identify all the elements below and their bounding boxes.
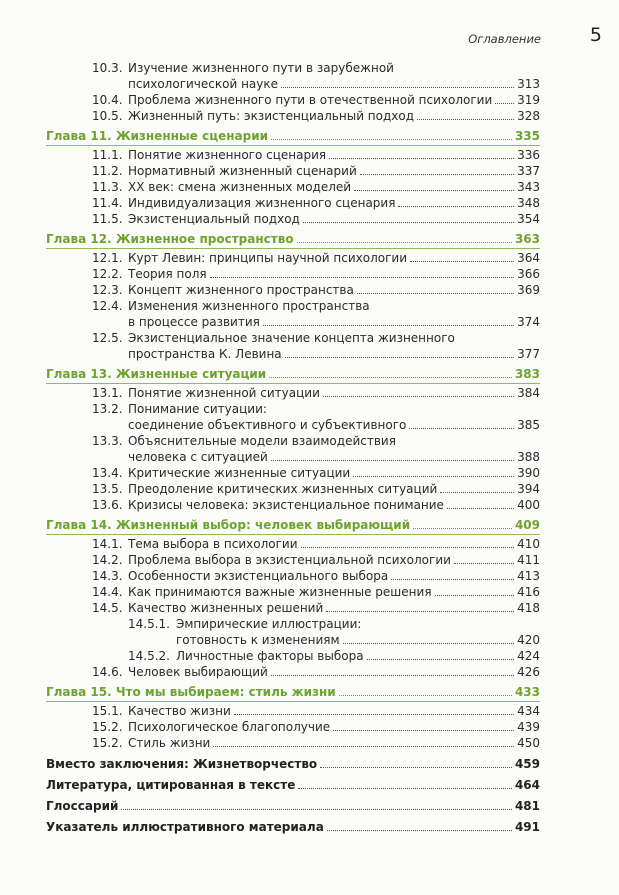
leader-dots	[303, 222, 514, 223]
page-ref: 388	[517, 450, 540, 464]
entry-number: 13.5.	[92, 482, 123, 496]
toc-section[interactable]	[46, 385, 540, 401]
entry-title: Понятие жизненного сценария	[128, 148, 327, 162]
leader-dots	[269, 377, 512, 378]
page-ref: 319	[517, 93, 540, 107]
toc-section[interactable]	[46, 568, 540, 584]
entry-number: 11.5.	[92, 212, 123, 226]
entry-title-continued: пространства К. Левина	[128, 347, 282, 361]
entry-title: Человек выбирающий	[128, 665, 268, 679]
leader-dots	[327, 830, 512, 831]
page-ref: 426	[517, 665, 540, 679]
page-ref: 413	[517, 569, 540, 583]
entry-number: 12.4.	[92, 299, 123, 313]
page-ref: 410	[517, 537, 540, 551]
leader-dots	[333, 730, 514, 731]
toc-section[interactable]	[46, 282, 540, 298]
leader-dots	[263, 325, 514, 326]
page-ref: 394	[517, 482, 540, 496]
toc-section[interactable]	[46, 497, 540, 513]
page-ref: 420	[517, 633, 540, 647]
entry-title: Как принимаются важные жизненные решения	[128, 585, 432, 599]
entry-number: 13.6.	[92, 498, 123, 512]
leader-dots	[213, 746, 514, 747]
entry-title: Тема выбора в психологии	[128, 537, 298, 551]
page-ref: 464	[514, 778, 540, 792]
leader-dots	[234, 714, 514, 715]
entry-title: Стиль жизни	[128, 736, 211, 750]
page-ref: 416	[517, 585, 540, 599]
page-ref: 313	[517, 77, 540, 91]
entry-number: 10.5.	[92, 109, 123, 123]
page-ref: 481	[514, 799, 540, 813]
entry-title: Глоссарий	[46, 799, 119, 813]
leader-dots	[285, 357, 514, 358]
toc-section[interactable]	[46, 703, 540, 719]
toc-section[interactable]	[46, 735, 540, 751]
entry-title: Теория поля	[128, 267, 207, 281]
leader-dots	[326, 611, 514, 612]
leader-dots	[297, 242, 512, 243]
leader-dots	[440, 492, 514, 493]
entry-number: 13.1.	[92, 386, 123, 400]
toc-section[interactable]	[46, 481, 540, 497]
leader-dots	[410, 261, 514, 262]
page-ref: 439	[517, 720, 540, 734]
entry-number: 14.1.	[92, 537, 123, 551]
entry-title: Эмпирические иллюстрации:	[176, 617, 362, 631]
page-ref: 400	[517, 498, 540, 512]
entry-number: 14.4.	[92, 585, 123, 599]
entry-title: Экзистенциальное значение концепта жизненного	[128, 331, 455, 345]
leader-dots	[357, 293, 514, 294]
toc-section[interactable]	[46, 552, 540, 568]
entry-number: 15.2.	[92, 736, 123, 750]
entry-title: Концепт жизненного пространства	[128, 283, 354, 297]
entry-title: Литература, цитированная в тексте	[46, 778, 296, 792]
toc-section[interactable]	[46, 250, 540, 266]
entry-number: 12.1.	[92, 251, 123, 265]
toc-section[interactable]	[46, 433, 540, 465]
leader-dots	[447, 508, 514, 509]
entry-title: Проблема выбора в экзистенциальной психологии	[128, 553, 451, 567]
toc-endmatter[interactable]	[46, 819, 540, 835]
entry-number: 14.2.	[92, 553, 123, 567]
entry-number: 14.3.	[92, 569, 123, 583]
entry-title: Психологическое благополучие	[128, 720, 331, 734]
entry-title: Критические жизненные ситуации	[128, 466, 351, 480]
entry-title: Указатель иллюстративного материала	[46, 820, 324, 834]
leader-dots	[301, 547, 515, 548]
page-ref: 434	[517, 704, 540, 718]
entry-title: Проблема жизненного пути в отечественной психологии	[128, 93, 493, 107]
page-ref: 383	[514, 367, 540, 381]
leader-dots	[298, 788, 512, 789]
page-number: 5	[589, 24, 602, 46]
entry-title: Жизненный путь: экзистенциальный подход	[128, 109, 415, 123]
entry-title: Курт Левин: принципы научной психологии	[128, 251, 408, 265]
leader-dots	[210, 277, 515, 278]
leader-dots	[271, 675, 514, 676]
toc-section[interactable]	[46, 298, 540, 330]
toc-section[interactable]	[46, 211, 540, 227]
entry-title: Особенности экзистенциального выбора	[128, 569, 389, 583]
page-header	[0, 22, 619, 52]
page-ref: 369	[517, 283, 540, 297]
toc-section[interactable]	[46, 92, 540, 108]
entry-number: 15.1.	[92, 704, 123, 718]
toc-endmatter[interactable]	[46, 798, 540, 814]
entry-number: 12.5.	[92, 331, 123, 345]
page-ref: 491	[514, 820, 540, 834]
leader-dots	[353, 476, 514, 477]
entry-title: Нормативный жизненный сценарий	[128, 164, 357, 178]
toc-section[interactable]	[46, 465, 540, 481]
entry-number: 12.2.	[92, 267, 123, 281]
leader-dots	[271, 139, 512, 140]
entry-title: Качество жизненных решений	[128, 601, 324, 615]
entry-number: 14.5.	[92, 601, 123, 615]
entry-title: Понятие жизненной ситуации	[128, 386, 320, 400]
toc-section[interactable]	[46, 195, 540, 211]
page-ref: 450	[517, 736, 540, 750]
leader-dots	[320, 767, 512, 768]
entry-title: Качество жизни	[128, 704, 231, 718]
entry-title: Экзистенциальный подход	[128, 212, 300, 226]
leader-dots	[271, 460, 514, 461]
entry-number: 13.2.	[92, 402, 123, 416]
leader-dots	[391, 579, 514, 580]
page-ref: 337	[517, 164, 540, 178]
leader-dots	[435, 595, 515, 596]
page-ref: 384	[517, 386, 540, 400]
leader-dots	[339, 695, 512, 696]
leader-dots	[354, 190, 514, 191]
toc-section[interactable]	[46, 584, 540, 600]
page-ref: 418	[517, 601, 540, 615]
entry-number: 11.1.	[92, 148, 123, 162]
toc-subsection[interactable]	[46, 616, 540, 648]
page-ref: 424	[517, 649, 540, 663]
entry-title-continued: человека с ситуацией	[128, 450, 268, 464]
toc-section[interactable]	[46, 108, 540, 124]
toc-section[interactable]	[46, 536, 540, 552]
page-ref: 336	[517, 148, 540, 162]
page-ref: 459	[514, 757, 540, 771]
entry-title: Глава 15. Что мы выбираем: стиль жизни	[46, 685, 336, 699]
entry-number: 11.4.	[92, 196, 123, 210]
entry-number: 11.2.	[92, 164, 123, 178]
toc-subsection[interactable]	[46, 648, 540, 664]
entry-title-continued: в процессе развития	[128, 315, 260, 329]
entry-title: Глава 12. Жизненное пространство	[46, 232, 294, 246]
page-ref: 411	[517, 553, 540, 567]
leader-dots	[329, 158, 514, 159]
entry-title: XX век: смена жизненных моделей	[128, 180, 352, 194]
leader-dots	[367, 659, 515, 660]
page-ref: 385	[517, 418, 540, 432]
leader-dots	[343, 643, 515, 644]
entry-number: 13.4.	[92, 466, 123, 480]
entry-number: 14.6.	[92, 665, 123, 679]
leader-dots	[121, 809, 512, 810]
table-of-contents	[46, 60, 540, 835]
entry-number: 11.3.	[92, 180, 123, 194]
running-title: Оглавление	[468, 32, 541, 46]
entry-title: Глава 14. Жизненный выбор: человек выбирающий	[46, 518, 411, 532]
entry-title: Индивидуализация жизненного сценария	[128, 196, 396, 210]
entry-number: 10.4.	[92, 93, 123, 107]
leader-dots	[398, 206, 514, 207]
entry-number: 14.5.2.	[128, 649, 170, 663]
page-ref: 364	[517, 251, 540, 265]
entry-title: Понимание ситуации:	[128, 402, 267, 416]
entry-number: 13.3.	[92, 434, 123, 448]
page-ref: 377	[517, 347, 540, 361]
page-ref: 433	[514, 685, 540, 699]
entry-title: Глава 13. Жизненные ситуации	[46, 367, 267, 381]
page-ref: 390	[517, 466, 540, 480]
entry-title-continued: психологической науке	[128, 77, 279, 91]
toc-chapter[interactable]	[46, 128, 540, 146]
toc-chapter[interactable]	[46, 231, 540, 249]
entry-title: Глава 11. Жизненные сценарии	[46, 129, 269, 143]
page-ref: 328	[517, 109, 540, 123]
page-ref: 354	[517, 212, 540, 226]
toc-chapter[interactable]	[46, 684, 540, 702]
toc-section[interactable]	[46, 664, 540, 680]
entry-title: Изучение жизненного пути в зарубежной	[128, 61, 394, 75]
toc-section[interactable]	[46, 600, 540, 616]
entry-number: 10.3.	[92, 61, 123, 75]
leader-dots	[454, 563, 514, 564]
toc-chapter[interactable]	[46, 366, 540, 384]
leader-dots	[413, 528, 512, 529]
toc-section[interactable]	[46, 401, 540, 433]
page-ref: 335	[514, 129, 540, 143]
entry-number: 15.2.	[92, 720, 123, 734]
page-ref: 374	[517, 315, 540, 329]
entry-title: Личностные факторы выбора	[176, 649, 364, 663]
toc-section[interactable]	[46, 266, 540, 282]
toc-section[interactable]	[46, 330, 540, 362]
toc-endmatter[interactable]	[46, 756, 540, 772]
toc-section[interactable]	[46, 147, 540, 163]
toc-section[interactable]	[46, 179, 540, 195]
leader-dots	[495, 103, 514, 104]
toc-section[interactable]	[46, 719, 540, 735]
page-ref: 363	[514, 232, 540, 246]
entry-title: Преодоление критических жизненных ситуаций	[128, 482, 438, 496]
entry-title-continued: соединение объективного и субъективного	[128, 418, 407, 432]
entry-title: Кризисы человека: экзистенциальное понимание	[128, 498, 444, 512]
entry-title: Объяснительные модели взаимодействия	[128, 434, 396, 448]
entry-number: 14.5.1.	[128, 617, 170, 631]
leader-dots	[409, 428, 514, 429]
toc-chapter[interactable]	[46, 517, 540, 535]
page-ref: 343	[517, 180, 540, 194]
entry-title: Изменения жизненного пространства	[128, 299, 370, 313]
leader-dots	[417, 119, 514, 120]
toc-section[interactable]	[46, 60, 540, 92]
page-ref: 366	[517, 267, 540, 281]
toc-section[interactable]	[46, 163, 540, 179]
entry-title-continued: готовность к изменениям	[176, 633, 340, 647]
page-ref: 348	[517, 196, 540, 210]
leader-dots	[360, 174, 514, 175]
entry-number: 12.3.	[92, 283, 123, 297]
leader-dots	[281, 87, 514, 88]
page-ref: 409	[514, 518, 540, 532]
toc-endmatter[interactable]	[46, 777, 540, 793]
leader-dots	[323, 396, 514, 397]
entry-title: Вместо заключения: Жизнетворчество	[46, 757, 318, 771]
